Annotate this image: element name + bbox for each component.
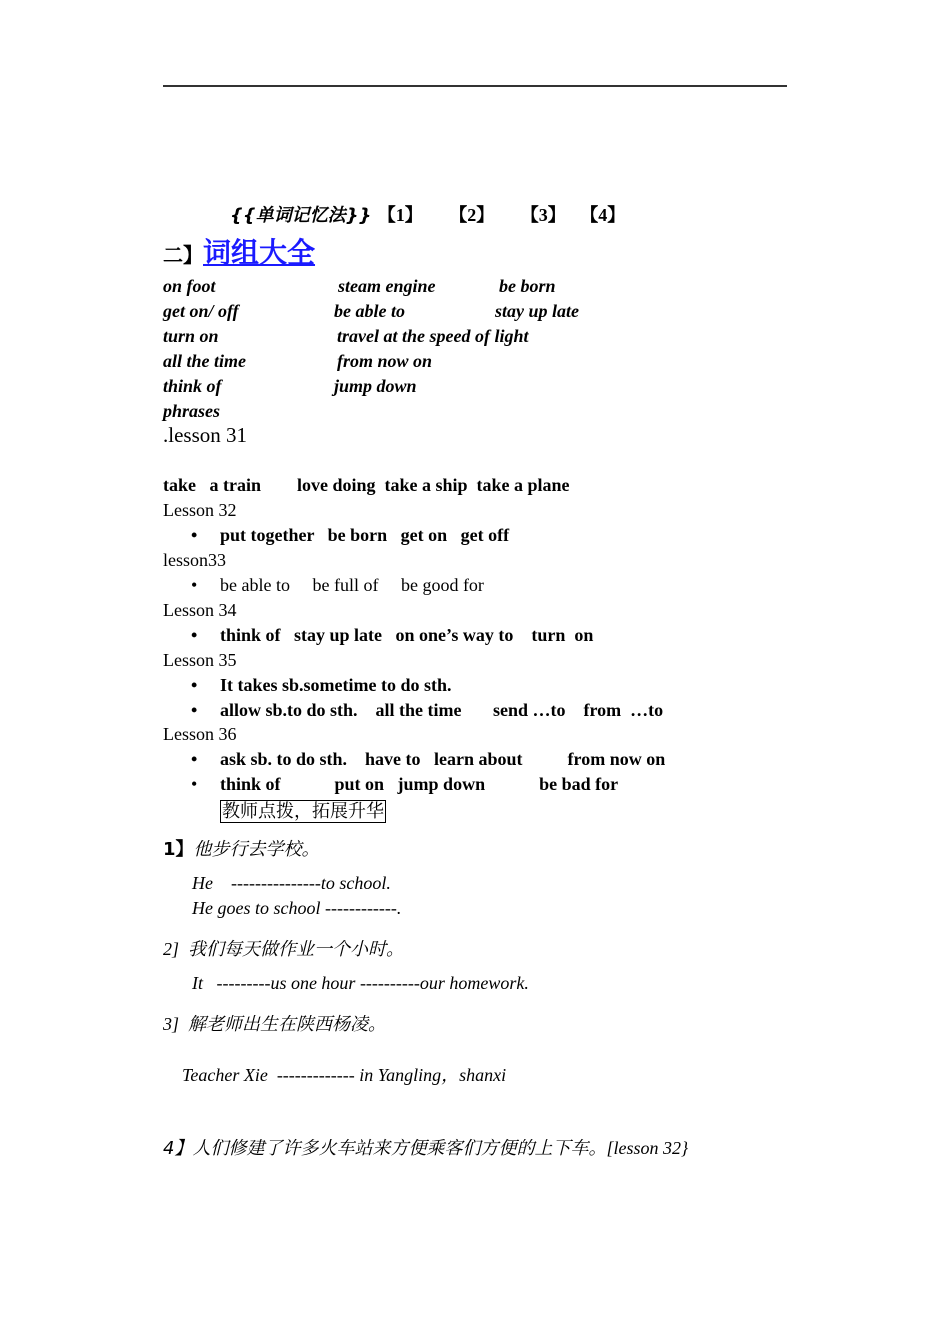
bullet-icon: •	[191, 774, 198, 794]
phrase-col2-row2: be able to	[334, 301, 405, 321]
exercise-2-number: 2]	[163, 939, 189, 959]
lesson-35-item-2: allow sb.to do sth. all the time send …to from …to	[220, 700, 664, 720]
lesson-34-heading: Lesson 34	[163, 600, 237, 620]
phrase-col3-row1: be born	[499, 276, 556, 296]
exercise-2-line-a: It ---------us one hour ----------our homework.	[192, 973, 529, 993]
section-title-link[interactable]: 词组大全	[203, 236, 316, 269]
exercise-3-text: 解老师出生在陕西杨凌。	[188, 1014, 387, 1035]
lesson-33-item: be able to be full of be good for	[220, 575, 484, 595]
memory-method-label: {{单词记忆法}}	[230, 205, 372, 226]
exercise-2-text: 我们每天做作业一个小时。	[188, 939, 405, 960]
lesson-36-heading: Lesson 36	[163, 724, 237, 744]
exercise-1-prompt	[163, 835, 320, 861]
exercise-1-line-b: He goes to school ------------.	[192, 898, 402, 918]
exercise-4-prompt	[163, 1134, 688, 1160]
tab-4[interactable]: 【4】	[580, 205, 626, 225]
phrase-col2-row5: jump down	[334, 376, 417, 396]
phrase-col3-row2: stay up late	[495, 301, 579, 321]
bullet-icon: •	[191, 525, 198, 545]
bullet-icon: •	[191, 675, 198, 695]
exercise-4-number: 4】	[163, 1138, 193, 1159]
phrase-col2-row1: steam engine	[338, 276, 436, 296]
lesson-32-item: put together be born get on get off	[220, 525, 510, 545]
tab-2[interactable]: 【2】	[449, 205, 495, 225]
exercise-1-number: 1】	[163, 839, 194, 860]
bullet-icon: •	[191, 575, 198, 595]
phrase-col1-row3: turn on	[163, 326, 219, 346]
phrase-col1-row1: on foot	[163, 276, 216, 296]
phrase-col1-row6: phrases	[163, 401, 221, 421]
exercise-4-reference: [lesson 32}	[606, 1138, 689, 1158]
exercise-1-text: 他步行去学校。	[193, 839, 320, 860]
bullet-icon: •	[191, 700, 198, 720]
exercise-3-number: 3]	[163, 1014, 189, 1034]
tab-1[interactable]: 【1】	[377, 205, 423, 225]
lesson-36-item-2: think of put on jump down be bad for	[220, 774, 619, 794]
lesson-35-item-1: It takes sb.sometime to do sth.	[220, 675, 452, 695]
phrase-col2-row3: travel at the speed of light	[337, 326, 529, 346]
lesson-33-heading: lesson33	[163, 550, 226, 570]
phrase-col2-row4: from now on	[337, 351, 433, 371]
exercise-3-prompt	[163, 1010, 386, 1036]
lesson-34-item: think of stay up late on one’s way to turn on	[220, 625, 594, 645]
exercise-4-text: 人们修建了许多火车站来方便乘客们方便的上下车。	[192, 1138, 607, 1159]
section-heading	[163, 231, 315, 271]
lesson-35-heading: Lesson 35	[163, 650, 237, 670]
lesson-36-item-1: ask sb. to do sth. have to learn about from now on	[220, 749, 666, 769]
header-rule	[163, 85, 787, 87]
exercise-3-line-a: Teacher Xie ------------- in Yangling，shanxi	[182, 1065, 507, 1085]
lesson-31-heading: .lesson 31	[163, 423, 247, 447]
teacher-tip-label: 教师点拨，拓展升华	[222, 801, 384, 822]
lesson-32-heading: Lesson 32	[163, 500, 237, 520]
exercise-2-prompt	[163, 935, 404, 961]
memory-method-line	[230, 201, 625, 227]
teacher-tip-box	[220, 797, 386, 823]
tab-3[interactable]: 【3】	[520, 205, 566, 225]
phrase-col1-row4: all the time	[163, 351, 246, 371]
lesson-31-line: take a train love doing take a ship take a plane	[163, 475, 570, 495]
phrase-col1-row2: get on/ off	[163, 301, 239, 321]
phrase-col1-row5: think of	[163, 376, 222, 396]
exercise-1-line-a: He ---------------to school.	[192, 873, 391, 893]
section-prefix: 二】	[163, 243, 203, 267]
bullet-icon: •	[191, 749, 198, 769]
bullet-icon: •	[191, 625, 198, 645]
